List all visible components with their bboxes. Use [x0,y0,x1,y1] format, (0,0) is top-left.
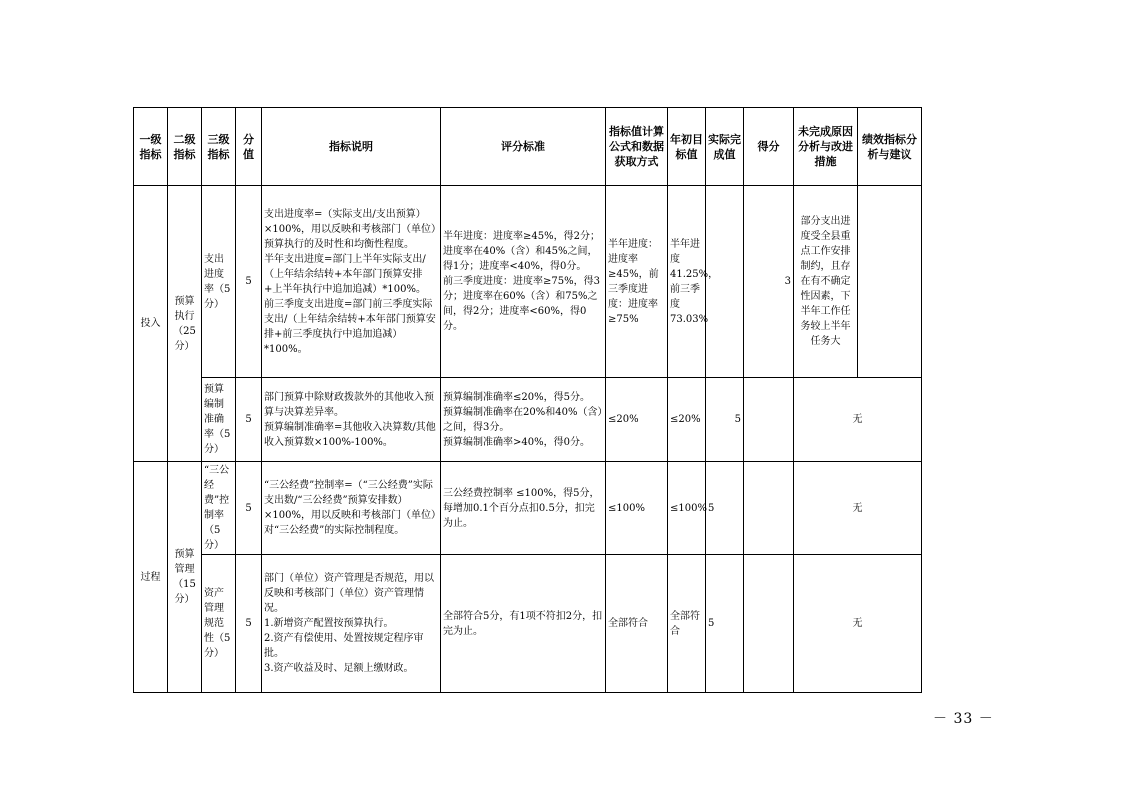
reason-cell: 部分支出进度受全县重点工作安排制约，且存在有不确定性因素，下半年工作任务较上半年任务大 [794,186,858,378]
level3-cell: 支出进度率（5分） [202,186,236,378]
actual-cell: 5 [706,378,744,462]
description-line: 前三季度支出进度=部门前三季度实际支出/（上年结余结转+本年部门预算安排+前三季度执行中追加追减）*100%。 [264,298,436,355]
description-line: 半年支出进度=部门上半年实际支出/（上年结余结转+本年部门预算安排+上半年执行中追加追减）*100%。 [264,253,426,295]
description-line: 3.资产收益及时、足额上缴财政。 [264,663,414,674]
formula-cell: 全部符合 [606,555,668,693]
description-line: 支出进度率=（实际支出/支出预算）×100%，用以反映和考核部门（单位）预算执行的及时性和均衡性程度。 [264,208,436,250]
criteria-cell [441,186,606,378]
criteria-line: 预算编制准确率>40%，得0分。 [443,436,590,448]
criteria-line: 前三季度进度：进度率≥75%，得3分；进度率在60%（含）和75%之间，得2分；进度率<60%，得0分。 [443,276,600,332]
score-cell: 5 [236,378,262,462]
reason-cell: 无 [794,378,922,462]
description-line: 部门预算中除财政拨款外的其他收入预算与决算差异率。 [264,391,434,418]
score-cell: 5 [236,555,262,693]
table-row [134,555,922,693]
description-cell [262,555,441,693]
description-cell [262,378,441,462]
header-level3: 三级指标 [202,108,236,186]
description-line: 预算编制准确率=其他收入决算数/其他收入预算数×100%-100%。 [264,421,436,448]
description-cell [262,186,441,378]
target-cell: ≤20% [668,378,706,462]
level3-cell: 预算编制准确率（5分） [202,378,236,462]
criteria-cell: 全部符合5分，有1项不符扣2分，扣完为止。 [441,555,606,693]
header-formula: 指标值计算公式和数据获取方式 [606,108,668,186]
reason-cell: 无 [794,555,922,693]
level3-cell: “三公经费”控制率（5分） [202,462,236,555]
table-row [134,186,922,378]
formula-cell: ≤20% [606,378,668,462]
target-cell: ≤100% [668,462,706,555]
performance-table [133,107,922,693]
section-input-label: 投入 [134,186,168,462]
points-cell: 3 [744,186,794,378]
header-row [134,108,922,186]
score-cell: 5 [236,462,262,555]
header-score: 分值 [236,108,262,186]
description-cell: “三公经费”控制率=（“三公经费”实际支出数/“三公经费”预算安排数）×100%，用以反映和考核部门（单位）对“三公经费”的实际控制程度。 [262,462,441,555]
target-cell: 半年进度41.25%，前三季度73.03% [668,186,706,378]
description-line: 1.新增资产配置按预算执行。 [264,618,394,629]
criteria-cell [441,378,606,462]
section-process-sub: 预算管理（15分） [168,462,202,693]
header-actual: 实际完成值 [706,108,744,186]
header-suggestion: 绩效指标分析与建议 [858,108,922,186]
header-level1: 一级指标 [134,108,168,186]
suggestion-cell [858,186,922,378]
table-row [134,378,922,462]
description-line: 部门（单位）资产管理是否规范，用以反映和考核部门（单位）资产管理情况。 [264,573,434,614]
section-process-label: 过程 [134,462,168,693]
criteria-line: 预算编制准确率≤20%，得5分。 [443,391,590,403]
header-points: 得分 [744,108,794,186]
formula-cell: 半年进度：进度率≥45%，前三季度进度：进度率≥75% [606,186,668,378]
header-criteria: 评分标准 [441,108,606,186]
level3-cell: 资产管理规范性（5分） [202,555,236,693]
formula-cell: ≤100% [606,462,668,555]
description-line: 2.资产有偿使用、处置按规定程序审批。 [264,633,424,659]
points-cell [744,462,794,555]
target-cell: 全部符合 [668,555,706,693]
points-cell [744,378,794,462]
criteria-line: 预算编制准确率在20%和40%（含）之间，得3分。 [443,406,603,433]
points-cell [744,555,794,693]
table-row [134,462,922,555]
actual-cell: 5 [706,462,744,555]
actual-cell [706,186,744,378]
section-input-sub: 预算执行（25分） [168,186,202,462]
reason-cell: 无 [794,462,922,555]
header-target: 年初目标值 [668,108,706,186]
header-reason: 未完成原因分析与改进措施 [794,108,858,186]
score-cell: 5 [236,186,262,378]
page-number: － 33 － [933,711,994,727]
header-description: 指标说明 [262,108,441,186]
criteria-cell: 三公经费控制率 ≤100%，得5分，每增加0.1个百分点扣0.5分，扣完为止。 [441,462,606,555]
actual-cell: 5 [706,555,744,693]
criteria-line: 半年进度：进度率≥45%，得2分；进度率在40%（含）和45%之间，得1分；进度率<40%，得0分。 [443,231,600,272]
header-level2: 二级指标 [168,108,202,186]
